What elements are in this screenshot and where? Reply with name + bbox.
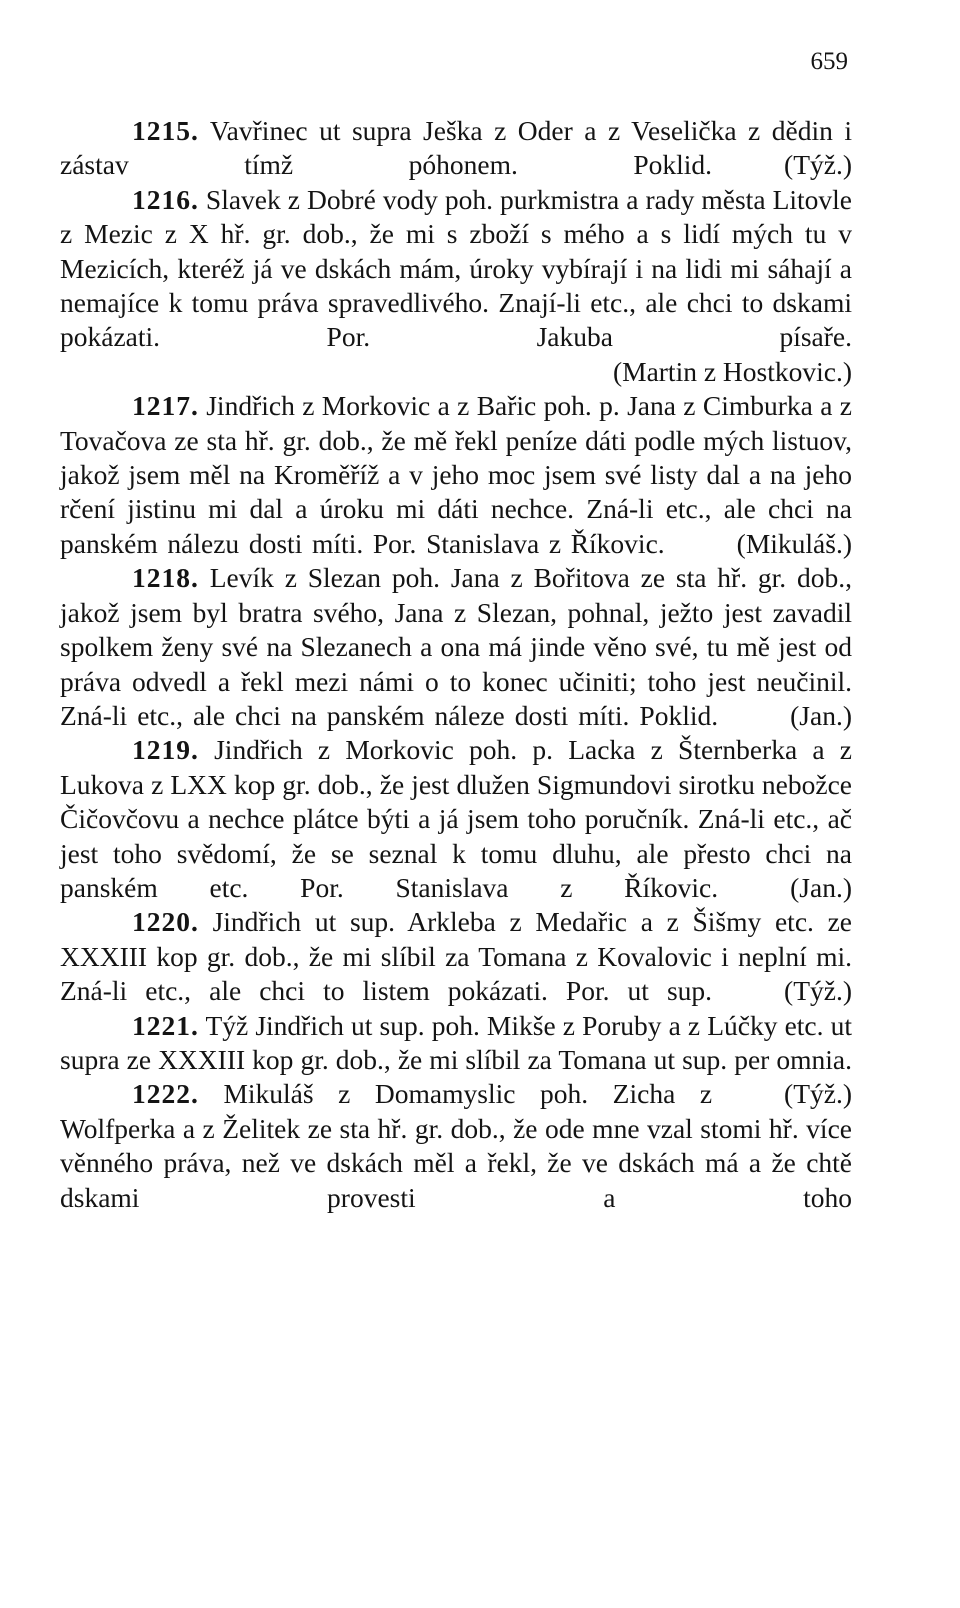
entry-number: 1216. xyxy=(132,183,199,215)
entry-number: 1219. xyxy=(132,734,199,766)
entry-text: Mikuláš z Domamyslic poh. Zicha z Wolfperka a z Želitek ze sta hř. gr. dob., že ode mne vzal stomi hř. více věnného práva, než ve dskách měl a řekl, že ve dskách má a že chtě dskami provesti a toho xyxy=(60,1078,852,1213)
entry-text: Levík z Slezan poh. Jana z Bořitova ze sta hř. gr. dob., jakož jsem byl bratra svého, Jana z Slezan, pohnal, ježto jest zavadil spolkem ženy své na Slezanech a ona má jinde věno své, tu mě jest od práva odvedl a řekl mezi námi o to konec učiniti; toho jest neučinil. Zná-li etc., ale chci na panském náleze dosti míti. Poklid. xyxy=(60,562,853,731)
entry-signature: (Jan.) xyxy=(790,699,852,731)
entry-number: 1215. xyxy=(132,115,199,146)
entry-1218 xyxy=(60,561,852,733)
entries-container xyxy=(60,114,852,1215)
entry-signature: (Martin z Hostkovic.) xyxy=(612,355,852,387)
entry-1216 xyxy=(60,183,852,355)
entry-text: Vavřinec ut supra Ješka z Oder a z Veselička z dědin i zástav tímž póhonem. Poklid. xyxy=(60,115,852,181)
entry-text: Jindřich z Morkovic poh. p. Lacka z Šternberka a z Lukova z LXX kop gr. dob., že jest dlužen Sigmundovi sirotku nebožce Čičovčovu a nechce plátce býti a já jsem toho poručník. Zná-li etc., ač jest toho svědomí, že se seznal k tomu dluhu, ale přesto chci na panském etc. Por. Stanislava z Říkovic. xyxy=(60,734,853,903)
entry-1215 xyxy=(60,114,852,183)
entry-number: 1217. xyxy=(132,390,199,422)
entry-signature: (Týž.) xyxy=(784,1078,852,1110)
entry-number: 1221. xyxy=(132,1009,199,1041)
entry-text: Slavek z Dobré vody poh. purkmistra a rady města Litovle z Mezic z X hř. gr. dob., že mi s zboží s mého a s lidí mých tu v Mezicích, kteréž já ve dskách mám, úroky vybírají i na lidi mi sáhají a nemajíce k tomu práva spravedlivého. Znají-li etc., ale chci to dskami pokázati. Por. Jakuba písaře. xyxy=(60,183,852,353)
entry-signature: (Týž.) xyxy=(784,975,852,1007)
entry-signature: (Týž.) xyxy=(784,149,852,181)
entry-text: Týž Jindřich ut sup. poh. Mikše z Poruby a z Lúčky etc. ut supra ze XXXIII kop gr. dob., že mi slíbil za Tomana ut sup. per omnia. xyxy=(60,1009,852,1075)
entry-number: 1220. xyxy=(132,906,199,938)
entry-number: 1218. xyxy=(132,562,199,594)
entry-signature: (Jan.) xyxy=(790,871,852,903)
entry-text: Jindřich z Morkovic a z Bařic poh. p. Jana z Cimburka a z Tovačova ze sta hř. gr. dob., že mě řekl peníze dáti podle mých listuov, jakož jsem měl na Kroměříž a v jeho moc jsem své listy dal a na jeho rčení jistinu mi dal a úroku mi dáti nechce. Zná-li etc., ale chci na panském nálezu dosti míti. Por. Stanislava z Říkovic. xyxy=(60,390,852,559)
entry-1217 xyxy=(60,389,852,561)
page-number: 659 xyxy=(810,48,848,75)
entry-1219 xyxy=(60,733,852,905)
entry-text: Jindřich ut sup. Arkleba z Medařic a z Šišmy etc. ze XXXIII kop gr. dob., že mi slíbil za Tomana z Kovalovic i neplní mi. Zná-li etc., ale chci to listem pokázati. Por. ut sup. xyxy=(60,906,853,1007)
entry-signature: (Mikuláš.) xyxy=(736,527,852,559)
entry-1220 xyxy=(60,905,852,1008)
entry-number: 1222. xyxy=(132,1078,199,1110)
